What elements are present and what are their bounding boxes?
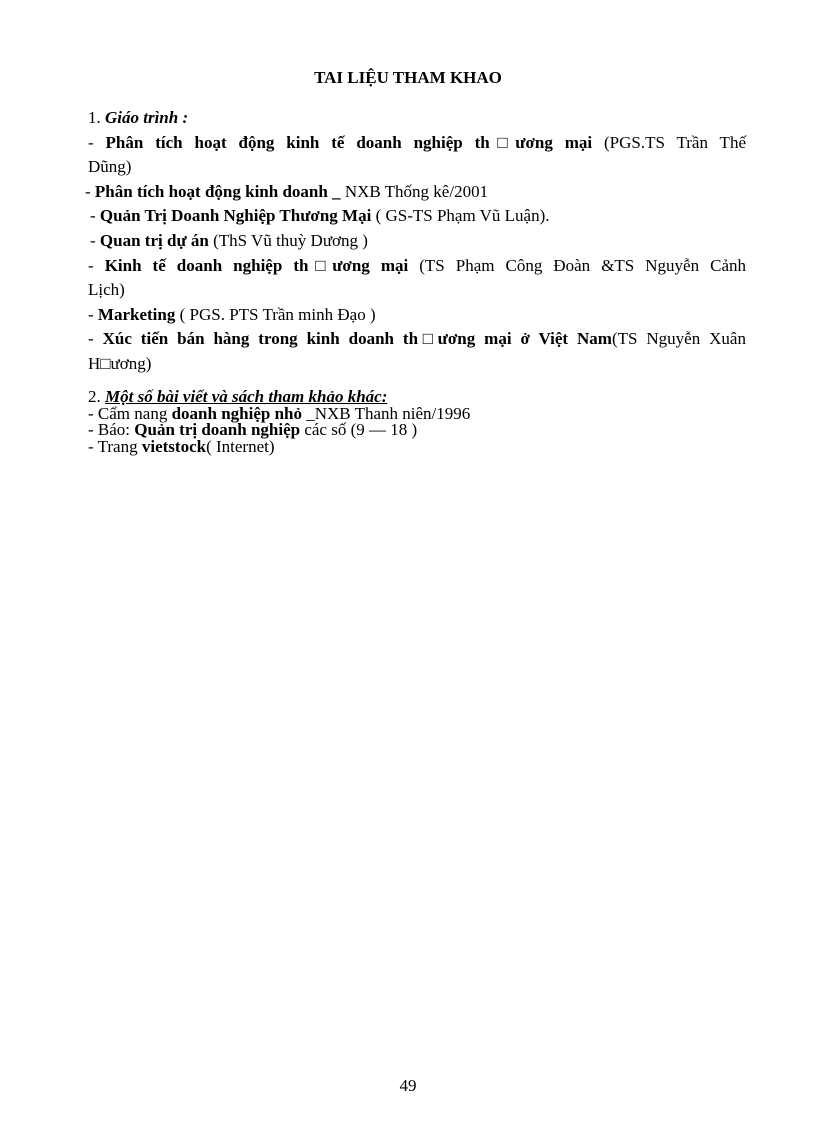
- reference-entry: - Quan trị dự án (ThS Vũ thuỳ Dương ): [90, 230, 368, 250]
- section-heading-text: Một số bài viết và sách tham khảo khác:: [105, 387, 388, 406]
- reference-author: ( PGS. PTS Trần minh Đạo ): [175, 304, 376, 324]
- reference-entry: - Kinh tế doanh nghiệp th□ương mại (TS Phạm Công Đoàn &TS Nguyễn Cảnh: [88, 255, 746, 275]
- reference-entry: - Marketing ( PGS. PTS Trần minh Đạo ): [88, 304, 376, 324]
- reference-issues: các số (9 — 18 ): [300, 420, 418, 440]
- reference-title: Xúc tiến bán hàng trong kinh doanh th□ương mại ở Việt Nam: [102, 329, 612, 349]
- reference-publisher: _NXB Thanh niên/1996: [301, 403, 471, 423]
- section-textbooks: [85, 106, 746, 377]
- section-heading-text: Giáo trình :: [105, 108, 189, 127]
- reference-title: Quan trị dự án: [99, 230, 209, 250]
- reference-author: (ThS Vũ thuỳ Dương ): [208, 230, 368, 250]
- section-heading: [88, 106, 746, 131]
- reference-publisher: NXB Thống kê/2001: [340, 181, 489, 201]
- reference-prefix: Cẩm nang: [97, 403, 172, 423]
- reference-title: Marketing: [97, 304, 176, 324]
- reference-prefix: Báo:: [97, 420, 135, 440]
- reference-entry-continuation: H□ương): [88, 353, 152, 373]
- reference-author: (PGS.TS Trần Thế: [592, 132, 746, 152]
- reference-entry-continuation: Dũng): [88, 157, 132, 177]
- reference-title: Quản trị doanh nghiệp: [134, 420, 301, 440]
- reference-entry: - Xúc tiến bán hàng trong kinh doanh th□ương mại ở Việt Nam(TS Nguyễn Xuân: [88, 329, 746, 349]
- reference-title: Quản Trị Doanh Nghiệp Thương Mại: [99, 206, 372, 226]
- reference-source: ( Internet): [206, 436, 275, 456]
- section-number: 1.: [88, 108, 101, 127]
- reference-author: ( GS-TS Phạm Vũ Luận).: [371, 206, 550, 226]
- page-title: TAI LIỆU THAM KHAO: [314, 68, 502, 87]
- reference-title: doanh nghiệp nhỏ: [171, 403, 302, 423]
- reference-entry-continuation: Lịch): [88, 280, 125, 300]
- reference-entry: - Quản Trị Doanh Nghiệp Thương Mại ( GS-TS Phạm Vũ Luận).: [90, 206, 550, 226]
- reference-prefix: Trang: [97, 436, 142, 456]
- reference-author: (TS Nguyễn Xuân: [611, 329, 746, 349]
- reference-entry: - Báo: Quản trị doanh nghiệp các số (9 — 18 ): [88, 420, 418, 440]
- reference-title: Phân tích hoạt động kinh tế doanh nghiệp th□ương mại: [105, 132, 593, 152]
- reference-entry: - Cẩm nang doanh nghiệp nhỏ _NXB Thanh niên/1996: [88, 403, 471, 423]
- section-other-references: [88, 389, 746, 455]
- section-number: 2.: [88, 387, 101, 406]
- page-number: 49: [399, 1076, 417, 1095]
- reference-title: Phân tích hoạt động kinh doanh _: [94, 181, 341, 201]
- reference-title: Kinh tế doanh nghiệp th□ương mại: [104, 255, 409, 275]
- reference-entry: - Phân tích hoạt động kinh doanh _ NXB Thống kê/2001: [85, 181, 489, 201]
- reference-author: (TS Phạm Công Đoàn &TS Nguyễn Cảnh: [408, 255, 746, 275]
- reference-title: vietstock: [141, 436, 207, 456]
- reference-entry: - Phân tích hoạt động kinh tế doanh nghiệp th□ương mại (PGS.TS Trần Thế: [88, 132, 746, 152]
- reference-entry: - Trang vietstock( Internet): [88, 436, 275, 456]
